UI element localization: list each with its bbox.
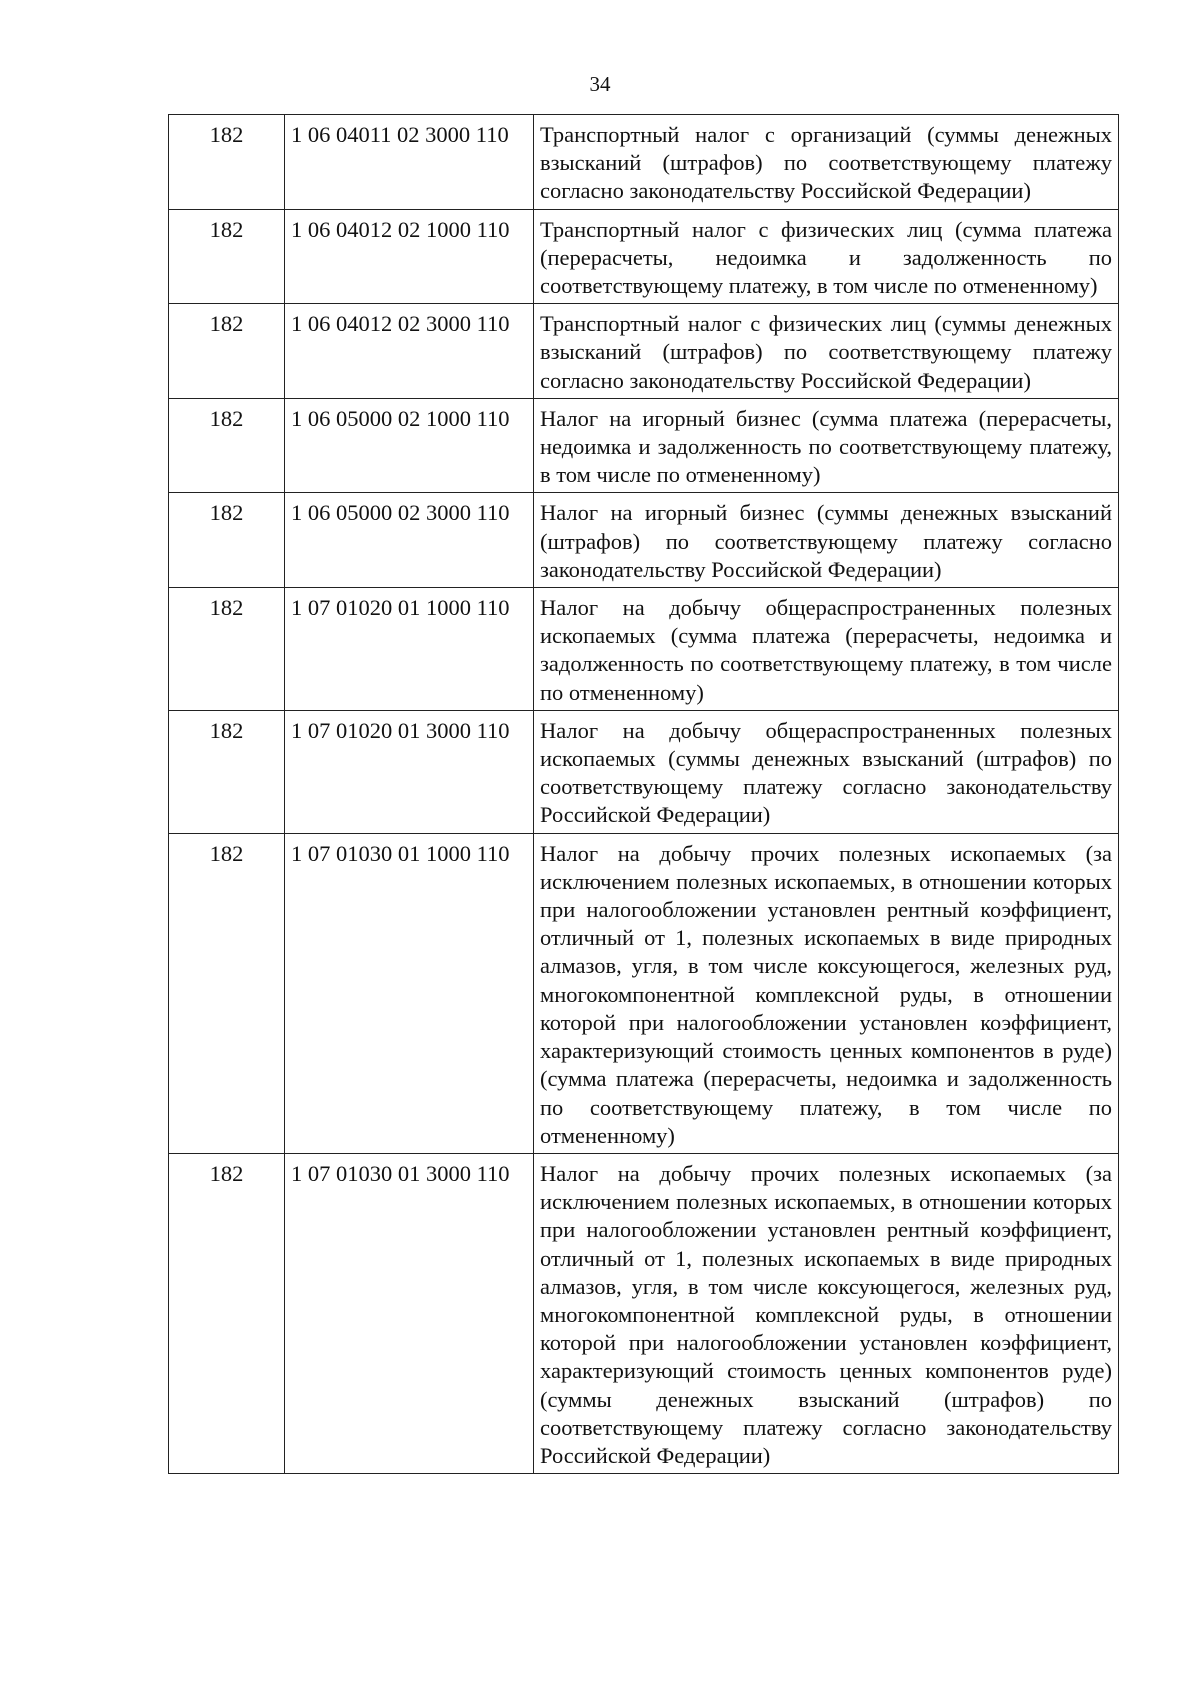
- income-description-cell: Налог на игорный бизнес (сумма платежа (перерасчеты, недоимка и задолженность по соответствующему платежу, в том числе по отмененному): [534, 398, 1119, 493]
- administrator-code-cell: 182: [169, 588, 285, 711]
- administrator-code-cell: 182: [169, 493, 285, 588]
- budget-classification-code-cell: 1 06 04012 02 1000 110: [285, 209, 534, 304]
- administrator-code-cell: 182: [169, 304, 285, 399]
- table-row: [169, 398, 1119, 493]
- page-number: 34: [589, 72, 611, 96]
- table-row: [169, 588, 1119, 711]
- administrator-code-cell: 182: [169, 710, 285, 833]
- budget-classification-code-cell: 1 06 05000 02 1000 110: [285, 398, 534, 493]
- administrator-code-cell: 182: [169, 1153, 285, 1473]
- table-row: [169, 833, 1119, 1153]
- income-description-cell: Налог на добычу прочих полезных ископаемых (за исключением полезных ископаемых, в отношении которых при налогообложении установлен рентный коэффициент, отличный от 1, полезных ископаемых в виде природных алмазов, угля, в том числе коксующегося, железных руд, многокомпонентной комплексной руды, в отношении которой при налогообложении установлен коэффициент, характеризующий стоимость ценных компонентов руде) (суммы денежных взысканий (штрафов) по соответствующему платежу согласно законодательству Российской Федерации): [534, 1153, 1119, 1473]
- budget-classification-code-cell: 1 07 01030 01 1000 110: [285, 833, 534, 1153]
- administrator-code-cell: 182: [169, 833, 285, 1153]
- table-row: [169, 710, 1119, 833]
- budget-classification-code-cell: 1 06 04012 02 3000 110: [285, 304, 534, 399]
- table-row: [169, 115, 1119, 210]
- income-description-cell: Налог на игорный бизнес (суммы денежных взысканий (штрафов) по соответствующему платежу согласно законодательству Российской Федерации): [534, 493, 1119, 588]
- administrator-code-cell: 182: [169, 115, 285, 210]
- income-description-cell: Налог на добычу общераспространенных полезных ископаемых (суммы денежных взысканий (штрафов) по соответствующему платежу согласно законодательству Российской Федерации): [534, 710, 1119, 833]
- budget-classification-code-cell: 1 07 01020 01 3000 110: [285, 710, 534, 833]
- budget-codes-table: [168, 114, 1119, 1474]
- income-description-cell: Транспортный налог с физических лиц (сумма платежа (перерасчеты, недоимка и задолженность по соответствующему платежу, в том числе по отмененному): [534, 209, 1119, 304]
- income-description-cell: Налог на добычу прочих полезных ископаемых (за исключением полезных ископаемых, в отношении которых при налогообложении установлен рентный коэффициент, отличный от 1, полезных ископаемых в виде природных алмазов, угля, в том числе коксующегося, железных руд, многокомпонентной комплексной руды, в отношении которой при налогообложении установлен коэффициент, характеризующий стоимость ценных компонентов в руде) (сумма платежа (перерасчеты, недоимка и задолженность по соответствующему платежу, в том числе по отмененному): [534, 833, 1119, 1153]
- budget-classification-code-cell: 1 07 01030 01 3000 110: [285, 1153, 534, 1473]
- table-row: [169, 493, 1119, 588]
- budget-classification-code-cell: 1 06 04011 02 3000 110: [285, 115, 534, 210]
- table-row: [169, 304, 1119, 399]
- income-description-cell: Транспортный налог с физических лиц (суммы денежных взысканий (штрафов) по соответствующему платежу согласно законодательству Российской Федерации): [534, 304, 1119, 399]
- administrator-code-cell: 182: [169, 398, 285, 493]
- budget-classification-code-cell: 1 07 01020 01 1000 110: [285, 588, 534, 711]
- budget-classification-code-cell: 1 06 05000 02 3000 110: [285, 493, 534, 588]
- income-description-cell: Налог на добычу общераспространенных полезных ископаемых (сумма платежа (перерасчеты, недоимка и задолженность по соответствующему платежу, в том числе по отмененному): [534, 588, 1119, 711]
- income-description-cell: Транспортный налог с организаций (суммы денежных взысканий (штрафов) по соответствующему платежу согласно законодательству Российской Федерации): [534, 115, 1119, 210]
- table-row: [169, 1153, 1119, 1473]
- administrator-code-cell: 182: [169, 209, 285, 304]
- table-row: [169, 209, 1119, 304]
